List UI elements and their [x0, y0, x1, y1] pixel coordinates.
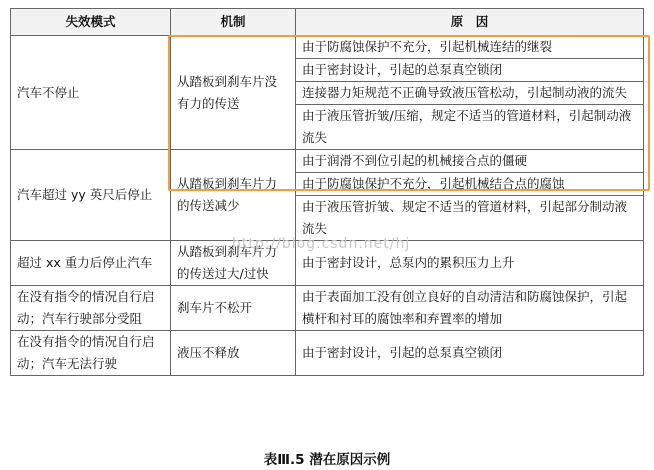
failure-mode-cell: 汽车超过 yy 英尺后停止: [11, 150, 171, 241]
table-row: [11, 286, 644, 331]
failure-mode-cell: 在没有指令的情况自行启动；汽车行驶部分受阻: [11, 286, 171, 331]
mechanism-cell: 从踏板到刹车片没有力的传送: [171, 36, 296, 150]
mechanism-cell: 液压不释放: [171, 331, 296, 376]
cause-cell: 由于液压管折皱、规定不适当的管道材料，引起部分制动液流失: [296, 196, 644, 241]
cause-cell: 由于表面加工没有创立良好的自动清洁和防腐蚀保护，引起横杆和衬耳的腐蚀率和弃置率的增加: [296, 286, 644, 331]
mechanism-cell: 刹车片不松开: [171, 286, 296, 331]
cause-cell: 由于密封设计，总泵内的累积压力上升: [296, 241, 644, 286]
table-caption: 表Ⅲ.5 潜在原因示例: [263, 452, 391, 468]
table-row: [11, 331, 644, 376]
cause-cell: 由于液压管折皱/压缩，规定不适当的管道材料，引起制动液流失: [296, 105, 644, 150]
header-failure-mode: 失效模式: [11, 9, 171, 36]
failure-mode-table: [10, 8, 644, 376]
cause-cell: 由于润滑不到位引起的机械接合点的僵硬: [296, 150, 644, 173]
cause-cell: 由于密封设计，引起的总泵真空锁闭: [296, 59, 644, 82]
table-row: [11, 150, 644, 173]
cause-cell: 由于密封设计，引起的总泵真空锁闭: [296, 331, 644, 376]
header-cause: 原 因: [296, 9, 644, 36]
mechanism-cell: 从踏板到刹车片力的传送过大/过快: [171, 241, 296, 286]
failure-mode-cell: 超过 xx 重力后停止汽车: [11, 241, 171, 286]
watermark: http://blog.csdn.net/hj: [232, 236, 411, 252]
failure-mode-cell: 在没有指令的情况自行启动；汽车无法行驶: [11, 331, 171, 376]
failure-mode-cell: 汽车不停止: [11, 36, 171, 150]
mechanism-cell: 从踏板到刹车片力的传送减少: [171, 150, 296, 241]
header-row: [11, 9, 644, 36]
header-mechanism: 机制: [171, 9, 296, 36]
cause-cell: 由于防腐蚀保护不充分，引起机械结合点的腐蚀: [296, 173, 644, 196]
cause-cell: 由于防腐蚀保护不充分，引起机械连结的继裂: [296, 36, 644, 59]
table-row: [11, 36, 644, 59]
cause-cell: 连接器力矩规范不正确导致液压管松动，引起制动液的流失: [296, 82, 644, 105]
